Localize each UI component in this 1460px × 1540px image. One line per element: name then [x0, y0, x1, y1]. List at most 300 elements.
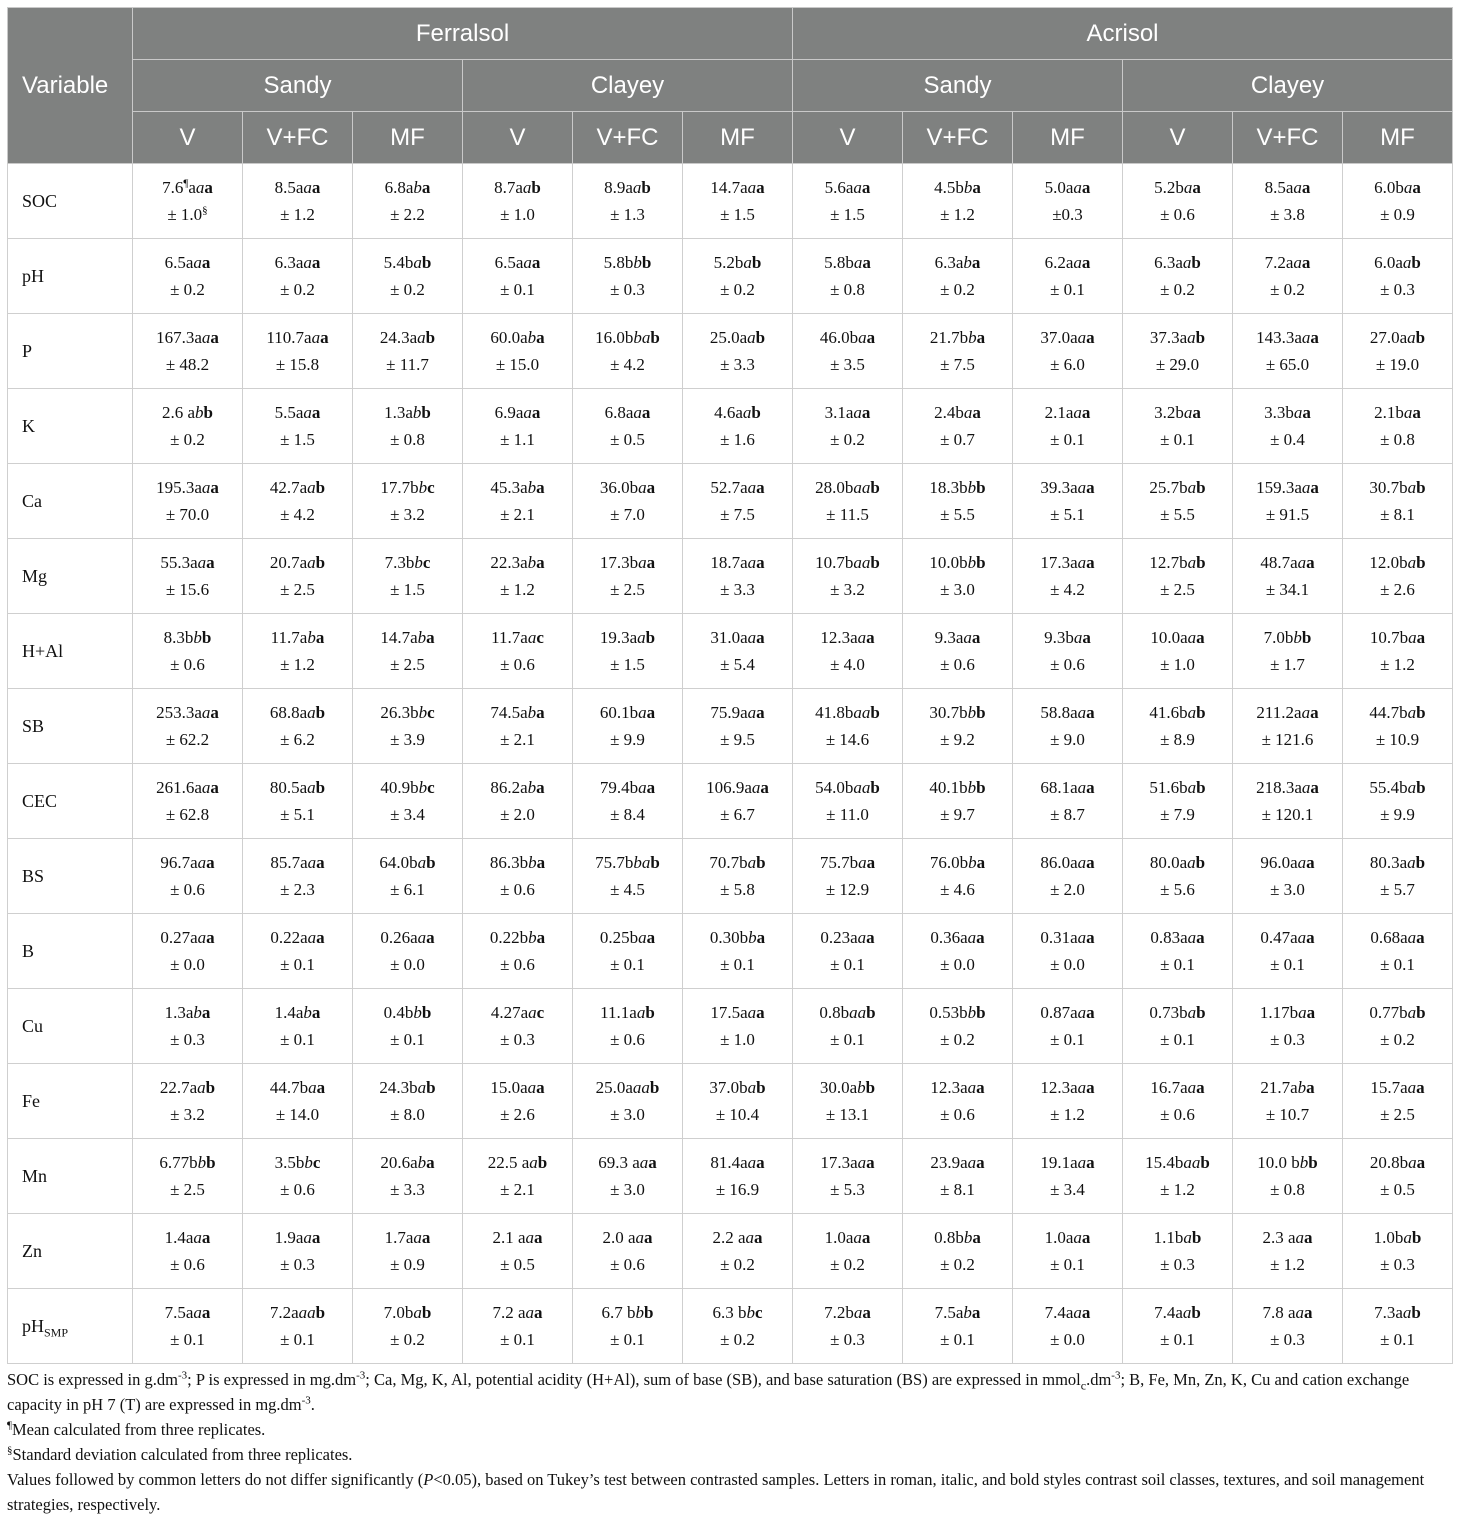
mean-value	[1123, 474, 1232, 501]
mean-value	[573, 399, 682, 426]
table-cell	[573, 239, 683, 314]
letter-roman: b	[739, 928, 749, 947]
table-cell	[463, 314, 573, 389]
mean-value	[243, 1224, 352, 1251]
std-value: ± 1.7	[1270, 655, 1305, 674]
std-deviation	[1013, 726, 1122, 753]
letter-italic: a	[1297, 853, 1307, 872]
letter-roman: a	[1400, 928, 1408, 947]
mean-number: 3.3	[1264, 403, 1286, 422]
mean-number: 76.0	[929, 853, 960, 872]
std-deviation	[463, 876, 572, 903]
letter-bold: c	[312, 1153, 321, 1172]
std-value: ± 1.0	[167, 205, 203, 224]
std-deviation	[1233, 801, 1342, 828]
std-value: ± 1.3	[610, 205, 645, 224]
std-deviation	[573, 1251, 682, 1278]
variable-name	[8, 389, 133, 464]
table-row	[8, 239, 1453, 314]
letter-italic: a	[1187, 1078, 1197, 1097]
table-cell	[1013, 314, 1123, 389]
letter-roman: a	[1175, 253, 1183, 272]
mean-value	[683, 999, 792, 1026]
letter-italic: a	[1077, 928, 1087, 947]
std-value: ± 0.3	[1380, 280, 1415, 299]
letter-bold: b	[976, 778, 986, 797]
mean-value	[683, 249, 792, 276]
header-texture: Clayey	[463, 60, 793, 112]
mean-number: 7.2	[824, 1303, 846, 1322]
std-value: ± 10.9	[1375, 730, 1420, 749]
letter-italic: a	[1407, 1078, 1417, 1097]
table-cell	[133, 239, 243, 314]
std-deviation	[353, 426, 462, 453]
letter-bold: a	[1196, 1078, 1205, 1097]
letter-roman: a	[1287, 1303, 1296, 1322]
mean-number: 22.5	[487, 1153, 522, 1172]
std-deviation	[463, 1326, 572, 1353]
std-deviation	[243, 1176, 352, 1203]
letter-bold: b	[1191, 253, 1201, 272]
std-deviation	[353, 576, 462, 603]
table-cell	[1013, 689, 1123, 764]
table-cell	[1013, 389, 1123, 464]
std-deviation	[1013, 576, 1122, 603]
letter-bold: a	[866, 928, 875, 947]
letter-italic: a	[1295, 1303, 1305, 1322]
mean-value	[243, 1299, 352, 1326]
letter-roman: a	[190, 553, 198, 572]
std-value: ± 4.6	[940, 880, 975, 899]
letter-bold: a	[536, 478, 545, 497]
std-value: ± 0.1	[1050, 1030, 1085, 1049]
std-value: ± 3.2	[830, 580, 865, 599]
table-cell	[243, 1214, 353, 1289]
std-value: ± 4.2	[1050, 580, 1085, 599]
mean-value	[243, 174, 352, 201]
letter-italic: a	[1077, 853, 1087, 872]
table-cell	[463, 689, 573, 764]
table-cell	[463, 989, 573, 1064]
mean-number: 1.1	[1153, 1228, 1175, 1247]
std-deviation	[1343, 201, 1452, 228]
letter-italic: a	[963, 403, 973, 422]
letter-bold: b	[421, 1003, 432, 1022]
letter-italic: a	[417, 328, 426, 347]
variable-label: B	[22, 940, 35, 961]
letter-bold: b	[1301, 628, 1312, 647]
std-value: ± 3.0	[610, 1105, 645, 1124]
letter-bold: a	[1196, 628, 1205, 647]
std-deviation	[903, 501, 1012, 528]
letter-italic: a	[1408, 628, 1417, 647]
std-value: ± 13.1	[825, 1105, 870, 1124]
mean-number: 9.3	[1044, 628, 1066, 647]
mean-value	[1343, 249, 1452, 276]
table-cell	[573, 464, 683, 539]
mean-value	[1013, 1299, 1122, 1326]
table-cell	[1343, 1289, 1453, 1364]
std-deviation	[133, 1101, 242, 1128]
mean-value	[1013, 624, 1122, 651]
std-value: ± 9.9	[610, 730, 645, 749]
table-cell	[133, 689, 243, 764]
mean-value	[133, 999, 242, 1026]
mean-number: 0.68	[1370, 928, 1401, 947]
table-cell	[573, 539, 683, 614]
std-value: ± 1.5	[610, 655, 645, 674]
std-deviation	[903, 1251, 1012, 1278]
std-value: ± 3.8	[1270, 205, 1305, 224]
std-value: ± 3.2	[170, 1105, 205, 1124]
letter-roman: a	[1070, 1078, 1078, 1097]
std-value: ± 3.4	[390, 805, 425, 824]
letter-roman: a	[409, 328, 418, 347]
std-value: ± 1.5	[280, 430, 315, 449]
std-deviation	[353, 801, 462, 828]
table-cell	[353, 464, 463, 539]
letter-roman: b	[1399, 478, 1408, 497]
letter-bold: a	[756, 553, 765, 572]
letter-roman: a	[405, 178, 414, 197]
std-deviation	[133, 426, 242, 453]
mean-value	[463, 699, 572, 726]
letter-roman: b	[1399, 1153, 1409, 1172]
letter-italic: a	[528, 1003, 537, 1022]
letter-italic: a	[639, 1153, 649, 1172]
mean-value	[463, 399, 572, 426]
mean-value	[903, 774, 1012, 801]
variable-label: Cu	[22, 1015, 44, 1036]
letter-italic: a	[1187, 328, 1196, 347]
std-value: ± 2.2	[390, 205, 425, 224]
letter-roman: b	[739, 1078, 748, 1097]
table-cell	[133, 764, 243, 839]
std-deviation	[1013, 1176, 1122, 1203]
std-value: ± 70.0	[165, 505, 210, 524]
std-value: ± 14.6	[825, 730, 870, 749]
letter-bold: b	[751, 253, 762, 272]
table-cell	[1123, 239, 1233, 314]
mean-number: 25.0	[595, 1078, 626, 1097]
std-value: ± 0.6	[1160, 1105, 1195, 1124]
letter-italic: a	[1295, 1228, 1305, 1247]
table-cell	[463, 1064, 573, 1139]
std-deviation	[463, 1026, 572, 1053]
table-cell	[1123, 314, 1233, 389]
letter-roman: a	[1294, 778, 1302, 797]
letter-bold: a	[206, 928, 215, 947]
letter-italic: a	[1183, 1228, 1192, 1247]
mean-value	[1343, 399, 1452, 426]
letter-italic: a	[1077, 1078, 1087, 1097]
mean-number: 6.0	[1374, 253, 1396, 272]
letter-bold: a	[648, 1153, 657, 1172]
letter-roman: b	[955, 1228, 964, 1247]
mean-value	[793, 549, 902, 576]
mean-value	[1233, 699, 1342, 726]
letter-italic: a	[638, 478, 647, 497]
letter-italic: a	[751, 778, 761, 797]
mean-value	[1123, 249, 1232, 276]
std-value: ± 7.5	[940, 355, 975, 374]
letter-roman: b	[409, 1078, 418, 1097]
letter-bold: a	[861, 1228, 871, 1247]
table-cell	[573, 989, 683, 1064]
table-cell	[903, 164, 1013, 239]
std-deviation	[243, 201, 352, 228]
table-cell	[463, 1139, 573, 1214]
std-value: ± 0.3	[1270, 1030, 1305, 1049]
letter-bold: b	[537, 1153, 548, 1172]
table-cell	[1123, 614, 1233, 689]
letter-italic: ba	[633, 328, 651, 347]
mean-value	[353, 699, 462, 726]
letter-roman: b	[955, 403, 964, 422]
table-cell	[243, 539, 353, 614]
mean-value	[683, 474, 792, 501]
mean-value	[903, 849, 1012, 876]
letter-bold: a	[756, 628, 765, 647]
letter-bold: a	[1082, 628, 1091, 647]
mean-value	[1233, 999, 1342, 1026]
letter-bold: a	[644, 1228, 653, 1247]
mean-value	[683, 324, 792, 351]
letter-bold: a	[210, 703, 219, 722]
std-value: ± 0.2	[720, 1255, 755, 1274]
letter-roman: a	[520, 703, 528, 722]
mean-number: 22.3	[490, 553, 521, 572]
mean-value	[353, 999, 462, 1026]
mean-number: 30.7	[1369, 478, 1400, 497]
std-value: ± 8.9	[1160, 730, 1195, 749]
letter-italic: a	[1073, 178, 1082, 197]
std-value: ± 1.2	[280, 655, 315, 674]
mean-value	[573, 249, 682, 276]
mean-number: 27.0	[1369, 328, 1400, 347]
mean-number: 14.7	[710, 178, 741, 197]
header-management: V	[463, 112, 573, 164]
letter-italic: a	[747, 553, 757, 572]
letter-italic: a	[1402, 253, 1412, 272]
std-deviation	[1233, 426, 1342, 453]
letter-roman: b	[734, 253, 744, 272]
table-cell	[1013, 1214, 1123, 1289]
letter-roman: b	[409, 853, 418, 872]
std-deviation	[683, 351, 792, 378]
mean-value	[683, 399, 792, 426]
mean-number: 1.0	[824, 1228, 846, 1247]
letter-bold: a	[201, 1003, 211, 1022]
letter-italic: a	[417, 853, 427, 872]
variable-name	[8, 764, 133, 839]
std-deviation	[903, 1026, 1012, 1053]
table-cell	[1123, 839, 1233, 914]
std-deviation	[133, 351, 242, 378]
mean-value	[573, 174, 682, 201]
std-value: ± 0.1	[280, 1330, 315, 1349]
std-value: ± 0.4	[1270, 430, 1305, 449]
std-deviation	[1123, 1251, 1232, 1278]
mean-number: 7.2	[1264, 253, 1286, 272]
header-management: V+FC	[573, 112, 683, 164]
table-cell	[1013, 614, 1123, 689]
std-value: ± 0.1	[1380, 955, 1415, 974]
letter-roman: b	[1065, 628, 1074, 647]
mean-value	[903, 1074, 1012, 1101]
mean-value	[793, 249, 902, 276]
letter-bold: b	[315, 553, 326, 572]
std-deviation	[683, 1251, 792, 1278]
std-deviation	[133, 576, 242, 603]
std-deviation	[1123, 501, 1232, 528]
std-value: ± 14.0	[275, 1105, 320, 1124]
std-value: ± 6.7	[720, 805, 755, 824]
table-cell	[133, 914, 243, 989]
std-deviation	[243, 1251, 352, 1278]
mean-value	[1123, 624, 1232, 651]
table-cell	[353, 239, 463, 314]
std-deviation	[793, 276, 902, 303]
std-deviation	[353, 726, 462, 753]
table-cell	[353, 614, 463, 689]
mean-number: 211.2	[1256, 703, 1295, 722]
letter-bold: b	[870, 703, 880, 722]
letter-bold: b	[425, 328, 436, 347]
header-management: V	[133, 112, 243, 164]
std-deviation	[683, 1326, 792, 1353]
mean-number: 261.6	[156, 778, 195, 797]
letter-italic: aa	[849, 1003, 867, 1022]
letter-italic: a	[1077, 1153, 1087, 1172]
letter-roman: a	[299, 628, 308, 647]
mean-number: 6.7	[601, 1303, 628, 1322]
mean-value	[243, 474, 352, 501]
table-cell	[1123, 539, 1233, 614]
mean-value	[903, 174, 1012, 201]
letter-bold: a	[646, 478, 656, 497]
letter-bold: a	[756, 478, 765, 497]
std-value: ± 9.0	[1050, 730, 1085, 749]
std-deviation	[903, 426, 1012, 453]
std-value: ± 5.1	[280, 805, 315, 824]
letter-roman: a	[850, 628, 858, 647]
std-value: ± 5.6	[1160, 880, 1195, 899]
mean-number: 41.6	[1149, 703, 1180, 722]
letter-roman: a	[1070, 928, 1078, 947]
letter-roman: a	[1399, 328, 1408, 347]
mean-number: 8.3	[163, 628, 185, 647]
letter-bold: a	[316, 853, 325, 872]
letter-bold: b	[1416, 703, 1426, 722]
mean-number: 44.7	[1369, 703, 1400, 722]
letter-bold: b	[426, 853, 436, 872]
letter-roman: b	[959, 703, 968, 722]
mean-value	[133, 399, 242, 426]
table-cell	[1123, 989, 1233, 1064]
std-value: ± 0.5	[610, 430, 645, 449]
mean-value	[1233, 249, 1342, 276]
std-deviation	[683, 1101, 792, 1128]
mean-number: 7.0	[383, 1303, 405, 1322]
mean-value	[1343, 1149, 1452, 1176]
mean-number: 7.3	[384, 553, 406, 572]
table-footnotes	[7, 1367, 1453, 1517]
table-cell	[1123, 389, 1233, 464]
letter-roman: b	[1399, 703, 1408, 722]
letter-bold: b	[976, 1003, 986, 1022]
mean-value	[463, 249, 572, 276]
letter-bold: b	[870, 553, 880, 572]
table-cell	[133, 839, 243, 914]
mean-number: 2.4	[934, 403, 956, 422]
letter-roman: a	[1294, 703, 1302, 722]
table-cell	[243, 1289, 353, 1364]
mean-value	[573, 699, 682, 726]
table-cell	[573, 1139, 683, 1214]
table-cell	[793, 389, 903, 464]
letter-bold: a	[531, 253, 541, 272]
table-cell	[903, 464, 1013, 539]
std-value: ± 65.0	[1265, 355, 1310, 374]
mean-value	[243, 774, 352, 801]
std-deviation	[1013, 651, 1122, 678]
letter-italic: b	[304, 1153, 313, 1172]
std-deviation	[683, 876, 792, 903]
mean-number: 14.7	[380, 628, 411, 647]
mean-number: 19.3	[599, 628, 630, 647]
std-deviation	[1013, 1026, 1122, 1053]
variable-label: Zn	[22, 1240, 42, 1261]
letter-roman: b	[404, 1003, 414, 1022]
letter-italic: a	[1293, 178, 1302, 197]
mean-value	[353, 924, 462, 951]
letter-bold: a	[866, 853, 876, 872]
letter-bold: a	[311, 253, 321, 272]
letter-italic: a	[1403, 178, 1413, 197]
mean-number: 17.3	[1040, 553, 1071, 572]
std-deviation	[353, 351, 462, 378]
std-deviation	[463, 351, 572, 378]
mean-value	[793, 1224, 902, 1251]
mean-value	[1233, 549, 1342, 576]
std-deviation	[903, 276, 1012, 303]
letter-italic: a	[1301, 478, 1311, 497]
std-value: ± 8.4	[610, 805, 645, 824]
std-value: ±0.3	[1052, 205, 1083, 224]
mean-value	[573, 624, 682, 651]
mean-number: 6.77	[159, 1153, 190, 1172]
table-cell	[463, 764, 573, 839]
letter-roman: b	[410, 703, 419, 722]
mean-number: 25.0	[709, 328, 740, 347]
mean-number: 1.4	[274, 1003, 296, 1022]
mean-number: 18.7	[710, 553, 741, 572]
letter-italic: a	[1077, 1003, 1087, 1022]
letter-roman: a	[629, 1003, 637, 1022]
mean-number: 6.8	[384, 178, 406, 197]
letter-bold: a	[1081, 403, 1091, 422]
letter-roman: b	[1285, 403, 1294, 422]
letter-bold: a	[971, 253, 981, 272]
mean-number: 5.4	[383, 253, 405, 272]
std-value: ± 0.1	[1050, 1255, 1085, 1274]
mean-value	[353, 774, 462, 801]
letter-bold: a	[756, 928, 766, 947]
std-deviation	[1343, 1251, 1452, 1278]
letter-bold: a	[866, 1153, 875, 1172]
std-value: ± 0.8	[830, 280, 865, 299]
